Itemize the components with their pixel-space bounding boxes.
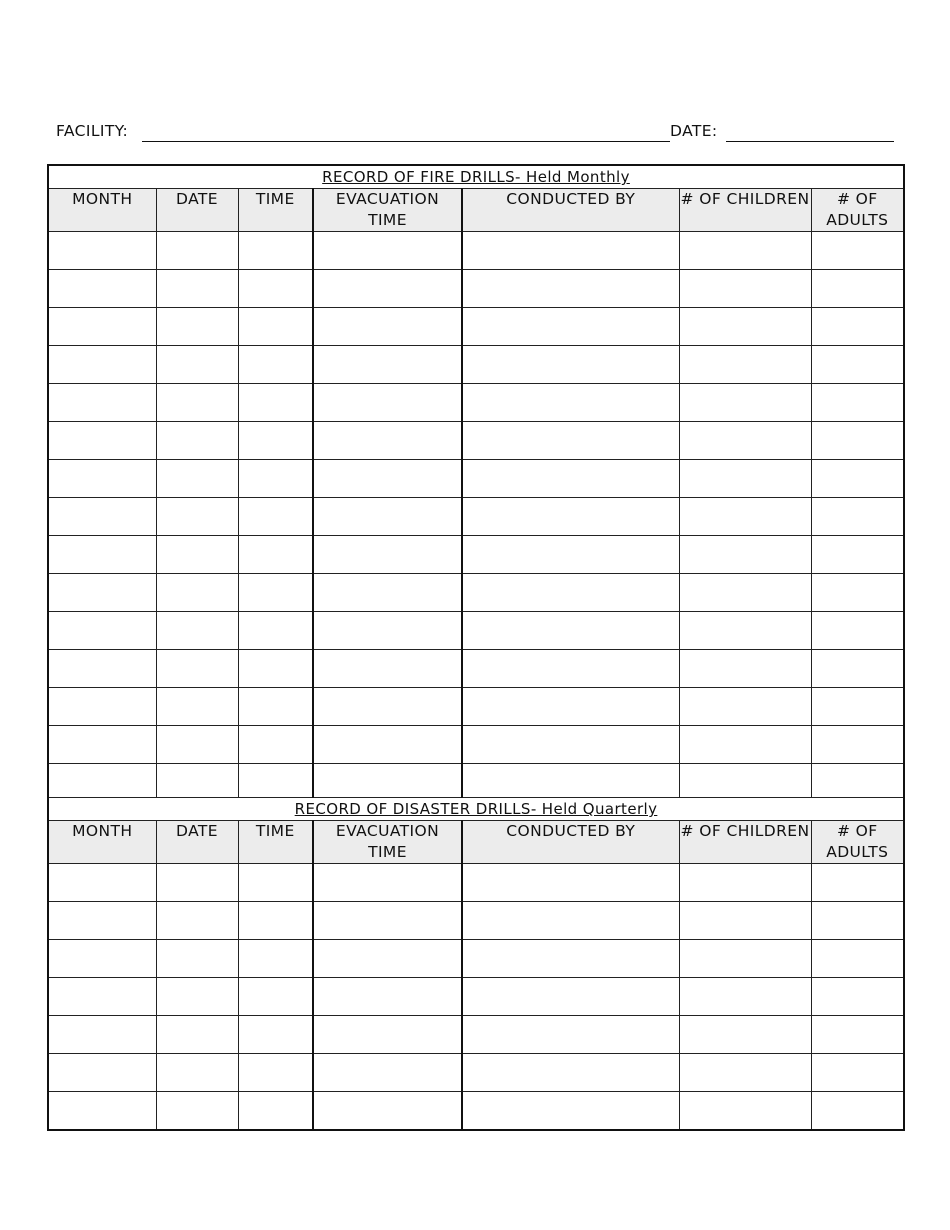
evacuation-time-cell[interactable] — [313, 422, 462, 460]
time-cell[interactable] — [238, 726, 313, 764]
time-cell[interactable] — [238, 422, 313, 460]
adults-cell[interactable] — [811, 764, 904, 798]
date-cell[interactable] — [156, 1092, 238, 1131]
children-cell[interactable] — [679, 498, 811, 536]
evacuation-time-cell[interactable] — [313, 1092, 462, 1131]
month-cell[interactable] — [48, 270, 156, 308]
children-cell[interactable] — [679, 308, 811, 346]
conducted-by-cell[interactable] — [462, 688, 679, 726]
adults-cell[interactable] — [811, 422, 904, 460]
date-cell[interactable] — [156, 688, 238, 726]
children-cell[interactable] — [679, 940, 811, 978]
col-date: DATE — [156, 189, 238, 232]
date-cell[interactable] — [156, 978, 238, 1016]
month-cell[interactable] — [48, 940, 156, 978]
conducted-by-cell[interactable] — [462, 902, 679, 940]
children-cell[interactable] — [679, 1054, 811, 1092]
conducted-by-cell[interactable] — [462, 422, 679, 460]
evacuation-time-cell[interactable] — [313, 308, 462, 346]
evacuation-time-cell[interactable] — [313, 384, 462, 422]
conducted-by-cell[interactable] — [462, 1054, 679, 1092]
time-cell[interactable] — [238, 346, 313, 384]
fire-drills-section — [48, 165, 904, 798]
adults-cell[interactable] — [811, 1016, 904, 1054]
time-cell[interactable] — [238, 574, 313, 612]
fire-drill-row — [48, 574, 904, 612]
conducted-by-cell[interactable] — [462, 536, 679, 574]
col-conducted-by: CONDUCTED BY — [462, 189, 679, 232]
col-time: TIME — [238, 189, 313, 232]
children-cell[interactable] — [679, 650, 811, 688]
adults-cell[interactable] — [811, 726, 904, 764]
conducted-by-cell[interactable] — [462, 460, 679, 498]
evacuation-time-cell[interactable] — [313, 574, 462, 612]
conducted-by-cell[interactable] — [462, 574, 679, 612]
disaster-drill-row — [48, 1054, 904, 1092]
evacuation-time-cell[interactable] — [313, 346, 462, 384]
children-cell[interactable] — [679, 384, 811, 422]
evacuation-time-cell[interactable] — [313, 612, 462, 650]
adults-cell[interactable] — [811, 346, 904, 384]
facility-label: FACILITY: — [56, 122, 129, 140]
col-evacuation-time: EVACUATION TIME — [313, 189, 462, 232]
fire-drill-row — [48, 384, 904, 422]
fire-drill-row — [48, 308, 904, 346]
conducted-by-cell[interactable] — [462, 978, 679, 1016]
conducted-by-cell[interactable] — [462, 864, 679, 902]
date-cell[interactable] — [156, 536, 238, 574]
children-cell[interactable] — [679, 612, 811, 650]
evacuation-time-cell[interactable] — [313, 764, 462, 798]
disaster-drill-row — [48, 902, 904, 940]
fire-drill-row — [48, 422, 904, 460]
evacuation-time-cell[interactable] — [313, 978, 462, 1016]
time-cell[interactable] — [238, 612, 313, 650]
time-cell[interactable] — [238, 864, 313, 902]
adults-cell[interactable] — [811, 536, 904, 574]
adults-cell[interactable] — [811, 978, 904, 1016]
fire-drill-row — [48, 536, 904, 574]
disaster-drills-title: RECORD OF DISASTER DRILLS- Held Quarterly — [48, 798, 904, 821]
date-cell[interactable] — [156, 270, 238, 308]
time-cell[interactable] — [238, 940, 313, 978]
disaster-drill-row — [48, 1016, 904, 1054]
disaster-drills-section — [48, 798, 904, 1131]
date-cell[interactable] — [156, 726, 238, 764]
conducted-by-cell[interactable] — [462, 1016, 679, 1054]
children-cell[interactable] — [679, 726, 811, 764]
children-cell[interactable] — [679, 864, 811, 902]
disaster-drill-row — [48, 1092, 904, 1131]
date-cell[interactable] — [156, 864, 238, 902]
date-cell[interactable] — [156, 384, 238, 422]
col-month: MONTH — [48, 189, 156, 232]
evacuation-time-cell[interactable] — [313, 270, 462, 308]
col-conducted-by: CONDUCTED BY — [462, 821, 679, 864]
children-cell[interactable] — [679, 574, 811, 612]
conducted-by-cell[interactable] — [462, 270, 679, 308]
time-cell[interactable] — [238, 1016, 313, 1054]
month-cell[interactable] — [48, 864, 156, 902]
children-cell[interactable] — [679, 1016, 811, 1054]
month-cell[interactable] — [48, 1054, 156, 1092]
evacuation-time-cell[interactable] — [313, 498, 462, 536]
facility-field[interactable] — [142, 140, 670, 142]
adults-cell[interactable] — [811, 612, 904, 650]
children-cell[interactable] — [679, 346, 811, 384]
time-cell[interactable] — [238, 270, 313, 308]
disaster-drill-row — [48, 864, 904, 902]
conducted-by-cell[interactable] — [462, 346, 679, 384]
col-time: TIME — [238, 821, 313, 864]
adults-cell[interactable] — [811, 650, 904, 688]
fire-drills-header-row — [48, 189, 904, 232]
fire-drill-row — [48, 612, 904, 650]
date-cell[interactable] — [156, 574, 238, 612]
fire-drill-row — [48, 232, 904, 270]
adults-cell[interactable] — [811, 1092, 904, 1131]
evacuation-time-cell[interactable] — [313, 232, 462, 270]
month-cell[interactable] — [48, 688, 156, 726]
month-cell[interactable] — [48, 346, 156, 384]
month-cell[interactable] — [48, 1092, 156, 1131]
month-cell[interactable] — [48, 574, 156, 612]
month-cell[interactable] — [48, 764, 156, 798]
adults-cell[interactable] — [811, 232, 904, 270]
time-cell[interactable] — [238, 764, 313, 798]
conducted-by-cell[interactable] — [462, 726, 679, 764]
time-cell[interactable] — [238, 902, 313, 940]
children-cell[interactable] — [679, 460, 811, 498]
fire-drill-row — [48, 498, 904, 536]
col-children: # OF CHILDREN — [679, 821, 811, 864]
drill-records-table — [47, 164, 905, 1131]
adults-cell[interactable] — [811, 688, 904, 726]
fire-drill-row — [48, 650, 904, 688]
month-cell[interactable] — [48, 536, 156, 574]
evacuation-time-cell[interactable] — [313, 726, 462, 764]
fire-drill-row — [48, 764, 904, 798]
month-cell[interactable] — [48, 384, 156, 422]
date-cell[interactable] — [156, 308, 238, 346]
conducted-by-cell[interactable] — [462, 612, 679, 650]
col-date: DATE — [156, 821, 238, 864]
conducted-by-cell[interactable] — [462, 232, 679, 270]
evacuation-time-cell[interactable] — [313, 864, 462, 902]
adults-cell[interactable] — [811, 498, 904, 536]
adults-cell[interactable] — [811, 270, 904, 308]
month-cell[interactable] — [48, 498, 156, 536]
evacuation-time-cell[interactable] — [313, 460, 462, 498]
time-cell[interactable] — [238, 978, 313, 1016]
fire-drill-row — [48, 688, 904, 726]
date-cell[interactable] — [156, 498, 238, 536]
disaster-drill-row — [48, 978, 904, 1016]
month-cell[interactable] — [48, 902, 156, 940]
disaster-drill-row — [48, 940, 904, 978]
evacuation-time-cell[interactable] — [313, 1016, 462, 1054]
fire-drill-row — [48, 346, 904, 384]
adults-cell[interactable] — [811, 902, 904, 940]
month-cell[interactable] — [48, 978, 156, 1016]
col-adults: # OF ADULTS — [811, 821, 904, 864]
conducted-by-cell[interactable] — [462, 308, 679, 346]
col-evacuation-time: EVACUATION TIME — [313, 821, 462, 864]
month-cell[interactable] — [48, 650, 156, 688]
month-cell[interactable] — [48, 1016, 156, 1054]
time-cell[interactable] — [238, 650, 313, 688]
evacuation-time-cell[interactable] — [313, 650, 462, 688]
date-cell[interactable] — [156, 1054, 238, 1092]
children-cell[interactable] — [679, 902, 811, 940]
time-cell[interactable] — [238, 460, 313, 498]
col-children: # OF CHILDREN — [679, 189, 811, 232]
date-cell[interactable] — [156, 1016, 238, 1054]
date-cell[interactable] — [156, 612, 238, 650]
time-cell[interactable] — [238, 384, 313, 422]
evacuation-time-cell[interactable] — [313, 902, 462, 940]
conducted-by-cell[interactable] — [462, 384, 679, 422]
time-cell[interactable] — [238, 536, 313, 574]
adults-cell[interactable] — [811, 384, 904, 422]
time-cell[interactable] — [238, 1092, 313, 1131]
children-cell[interactable] — [679, 764, 811, 798]
month-cell[interactable] — [48, 612, 156, 650]
evacuation-time-cell[interactable] — [313, 536, 462, 574]
form-header — [56, 120, 896, 142]
date-label: DATE: — [670, 122, 718, 140]
children-cell[interactable] — [679, 536, 811, 574]
date-field[interactable] — [726, 140, 894, 142]
date-cell[interactable] — [156, 346, 238, 384]
fire-drills-title: RECORD OF FIRE DRILLS- Held Monthly — [48, 165, 904, 189]
date-cell[interactable] — [156, 232, 238, 270]
adults-cell[interactable] — [811, 940, 904, 978]
conducted-by-cell[interactable] — [462, 1092, 679, 1131]
date-cell[interactable] — [156, 650, 238, 688]
evacuation-time-cell[interactable] — [313, 688, 462, 726]
children-cell[interactable] — [679, 232, 811, 270]
col-adults: # OF ADULTS — [811, 189, 904, 232]
time-cell[interactable] — [238, 308, 313, 346]
date-cell[interactable] — [156, 940, 238, 978]
date-cell[interactable] — [156, 764, 238, 798]
time-cell[interactable] — [238, 1054, 313, 1092]
children-cell[interactable] — [679, 270, 811, 308]
children-cell[interactable] — [679, 1092, 811, 1131]
evacuation-time-cell[interactable] — [313, 940, 462, 978]
disaster-drills-header-row — [48, 821, 904, 864]
date-cell[interactable] — [156, 902, 238, 940]
fire-drill-row — [48, 460, 904, 498]
col-month: MONTH — [48, 821, 156, 864]
conducted-by-cell[interactable] — [462, 940, 679, 978]
time-cell[interactable] — [238, 688, 313, 726]
adults-cell[interactable] — [811, 460, 904, 498]
conducted-by-cell[interactable] — [462, 650, 679, 688]
fire-drill-row — [48, 726, 904, 764]
month-cell[interactable] — [48, 422, 156, 460]
month-cell[interactable] — [48, 460, 156, 498]
time-cell[interactable] — [238, 498, 313, 536]
month-cell[interactable] — [48, 232, 156, 270]
adults-cell[interactable] — [811, 574, 904, 612]
adults-cell[interactable] — [811, 1054, 904, 1092]
month-cell[interactable] — [48, 308, 156, 346]
evacuation-time-cell[interactable] — [313, 1054, 462, 1092]
fire-drill-row — [48, 270, 904, 308]
time-cell[interactable] — [238, 232, 313, 270]
month-cell[interactable] — [48, 726, 156, 764]
adults-cell[interactable] — [811, 308, 904, 346]
date-cell[interactable] — [156, 460, 238, 498]
children-cell[interactable] — [679, 688, 811, 726]
children-cell[interactable] — [679, 978, 811, 1016]
conducted-by-cell[interactable] — [462, 498, 679, 536]
adults-cell[interactable] — [811, 864, 904, 902]
children-cell[interactable] — [679, 422, 811, 460]
conducted-by-cell[interactable] — [462, 764, 679, 798]
date-cell[interactable] — [156, 422, 238, 460]
